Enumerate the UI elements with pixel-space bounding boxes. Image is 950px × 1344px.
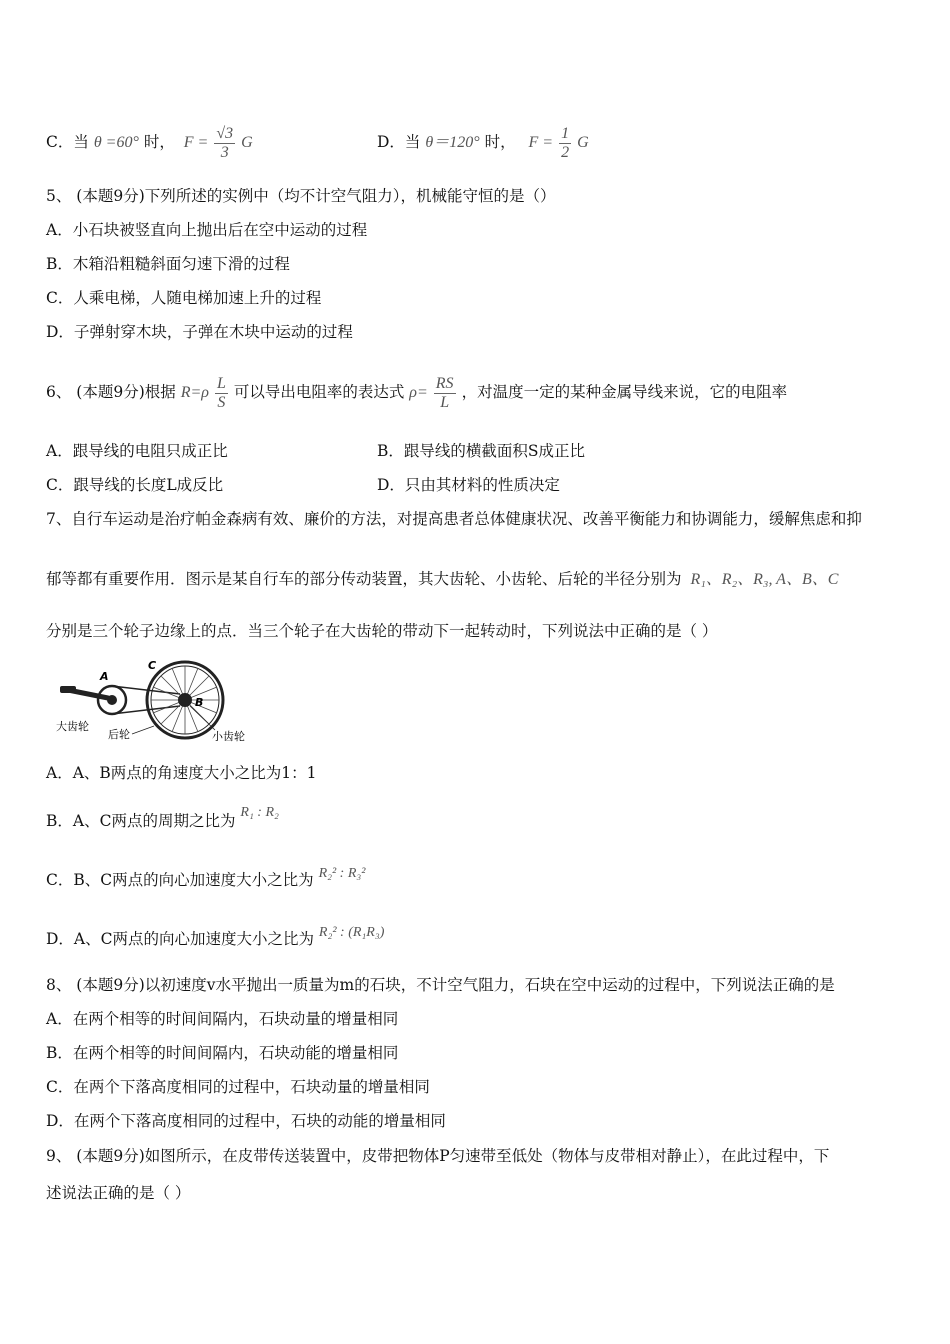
q5-option-d: D．子弹射穿木块，子弹在木块中运动的过程 xyxy=(46,323,353,341)
q7-c-math: R₂² : R₃² xyxy=(318,866,366,881)
q4-d-formula-right: G xyxy=(577,134,589,152)
q4-d-suffix: 时， xyxy=(484,133,516,152)
rear-wheel-label: 后轮 xyxy=(108,728,130,741)
q5-option-c: C．人乘电梯，人随电梯加速上升的过程 xyxy=(46,289,322,307)
q4-d-label: D．当 xyxy=(377,133,421,152)
small-gear-label: 小齿轮 xyxy=(212,730,245,743)
q7-c-text: C．B、C两点的向心加速度大小之比为 xyxy=(46,871,314,889)
q7-d-text: D．A、C两点的向心加速度大小之比为 xyxy=(46,930,314,948)
q9-stem-line1: 9、 (本题9分)如图所示，在皮带传送装置中，皮带把物体P匀速带至低处（物体与皮带相对静止），在此过程中，下 xyxy=(46,1147,830,1165)
small-gear-pointer xyxy=(190,706,215,730)
q7-line2-math: R₁、R₂、R₃, A、B、C xyxy=(690,571,839,588)
q4-c-formula xyxy=(183,125,253,161)
q4-d-fraction-num: 1 xyxy=(561,125,570,142)
q4-d-formula xyxy=(528,125,589,161)
q6-option-c: C．跟导线的长度L成反比 xyxy=(46,476,224,494)
q8-option-b: B．在两个相等的时间间隔内，石块动能的增量相同 xyxy=(46,1044,399,1062)
q6-stem-post: ，对温度一定的某种金属导线来说，它的电阻率 xyxy=(461,383,788,401)
q7-b-math: R₁ : R₂ xyxy=(240,805,279,820)
q4-d-formula-left: F = xyxy=(528,134,554,152)
q6-stem-pre: 6、 (本题9分)根据 xyxy=(46,383,176,401)
q9-stem-line2: 述说法正确的是（ ） xyxy=(46,1184,191,1202)
q6-f2-fraction xyxy=(434,376,456,411)
q6-stem xyxy=(46,372,787,413)
point-a-label: A xyxy=(100,670,109,683)
q7-b-text: B．A、C两点的周期之比为 xyxy=(46,812,236,830)
q4-c-suffix: 时， xyxy=(143,133,175,152)
q4-c-fraction xyxy=(214,126,235,161)
q7-option-c xyxy=(46,866,366,893)
q6-option-d: D．只由其材料的性质决定 xyxy=(377,476,560,494)
q6-formula-resistance xyxy=(180,374,234,411)
q7-option-b xyxy=(46,805,279,834)
q5-option-a: A．小石块被竖直向上抛出后在空中运动的过程 xyxy=(46,221,368,239)
q6-f2-den: L xyxy=(440,393,450,411)
q4-d-theta: θ＝120° xyxy=(425,134,480,152)
q4-c-fraction-den: 3 xyxy=(220,144,229,161)
q6-f1-fraction xyxy=(215,376,228,411)
point-c-label: C xyxy=(148,659,157,672)
q8-stem: 8、 (本题9分)以初速度v水平抛出一质量为m的石块，不计空气阻力，石块在空中运动的过程中，下列说法正确的是 xyxy=(46,976,835,994)
q6-stem-mid: 可以导出电阻率的表达式 xyxy=(233,383,405,401)
q4-option-d xyxy=(377,126,589,161)
q7-option-a: A．A、B两点的角速度大小之比为1：1 xyxy=(46,764,317,782)
pedal-icon xyxy=(60,686,76,693)
q8-option-c: C．在两个下落高度相同的过程中，石块动量的增量相同 xyxy=(46,1078,430,1096)
q4-c-formula-left: F = xyxy=(183,134,209,152)
q5-stem: 5、 (本题9分)下列所述的实例中（均不计空气阻力），机械能守恒的是（） xyxy=(46,187,556,205)
bicycle-transmission-figure xyxy=(50,656,260,744)
q4-c-label: C．当 xyxy=(46,133,89,152)
q7-stem-line3: 分别是三个轮子边缘上的点．当三个轮子在大齿轮的带动下一起转动时，下列说法中正确的是（ ） xyxy=(46,622,718,640)
q4-c-formula-right: G xyxy=(241,134,253,152)
q7-stem-line2 xyxy=(46,568,838,591)
q4-c-fraction-num: √3 xyxy=(216,125,234,142)
q6-f1-num: L xyxy=(216,374,226,392)
q4-d-fraction xyxy=(559,126,571,161)
q5-option-b: B．木箱沿粗糙斜面匀速下滑的过程 xyxy=(46,255,290,273)
q6-f1-left: R=ρ xyxy=(180,384,209,401)
q6-f1-den: S xyxy=(217,393,226,411)
rear-wheel-pointer xyxy=(132,726,154,734)
q7-d-math: R₂² : (R₁R₃) xyxy=(318,925,385,940)
q7-option-d xyxy=(46,925,385,952)
point-b-label: B xyxy=(195,696,204,709)
q4-option-c xyxy=(46,126,253,161)
q6-formula-resistivity xyxy=(409,374,461,411)
q6-f2-num: RS xyxy=(435,374,454,392)
q7-stem-line1: 7、自行车运动是治疗帕金森病有效、廉价的方法，对提高患者总体健康状况、改善平衡能力和协调能力，缓解焦虑和抑 xyxy=(46,510,862,528)
q8-option-d: D．在两个下落高度相同的过程中，石块的动能的增量相同 xyxy=(46,1112,446,1130)
small-gear xyxy=(178,693,192,707)
big-gear-hub xyxy=(107,695,117,705)
q6-f2-left: ρ= xyxy=(409,384,428,401)
q4-d-fraction-den: 2 xyxy=(561,144,570,161)
q8-option-a: A．在两个相等的时间间隔内，石块动量的增量相同 xyxy=(46,1010,399,1028)
q6-option-a: A．跟导线的电阻只成正比 xyxy=(46,442,228,460)
q7-line2-text: 郁等都有重要作用．图示是某自行车的部分传动装置，其大齿轮、小齿轮、后轮的半径分别为 xyxy=(46,570,682,588)
big-gear-label: 大齿轮 xyxy=(56,720,89,733)
q4-c-theta: θ =60° xyxy=(93,134,139,152)
q6-option-b: B．跟导线的横截面积S成正比 xyxy=(377,442,586,460)
